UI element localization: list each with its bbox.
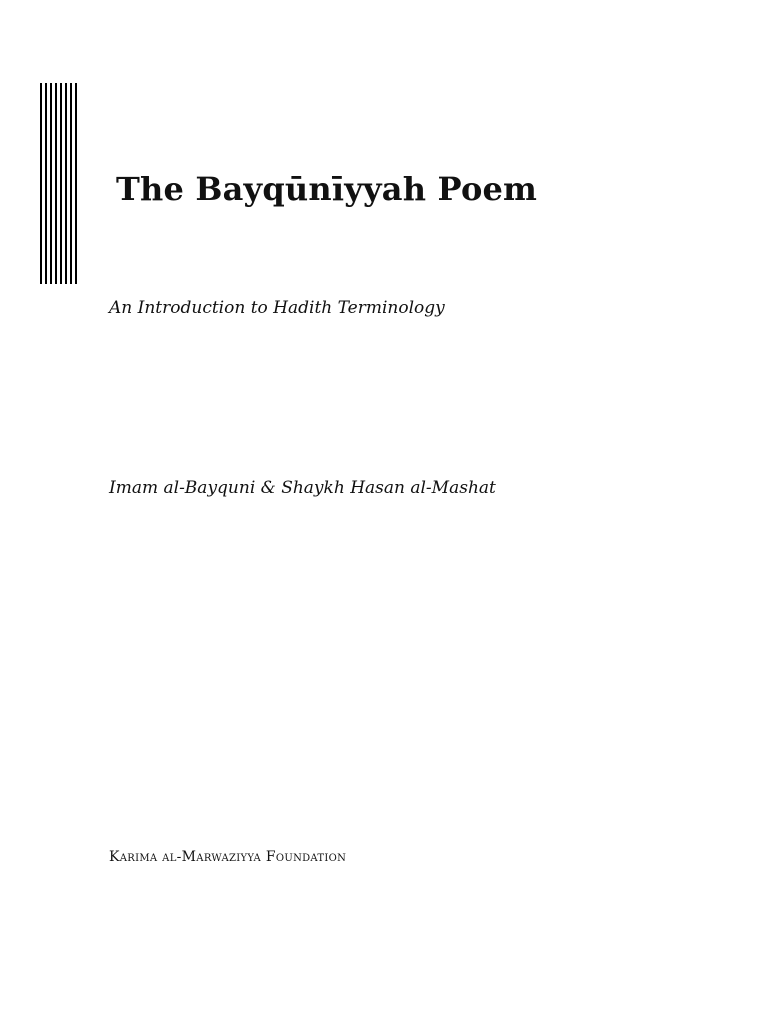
vertical-rule: [40, 83, 42, 284]
book-subtitle: An Introduction to Hadith Terminology: [109, 298, 445, 318]
vertical-rule: [45, 83, 47, 284]
book-authors: Imam al-Bayquni & Shaykh Hasan al-Mashat: [109, 478, 496, 498]
book-title: The Bayqūnīyyah Poem: [116, 170, 538, 208]
vertical-rules-graphic: [40, 83, 78, 284]
vertical-rule: [75, 83, 77, 284]
vertical-rule: [55, 83, 57, 284]
publisher-name: Karima al-Marwaziyya Foundation: [109, 849, 347, 865]
vertical-rule: [70, 83, 72, 284]
vertical-rule: [65, 83, 67, 284]
vertical-rules-ornament: [40, 83, 78, 284]
vertical-rule: [50, 83, 52, 284]
vertical-rule: [60, 83, 62, 284]
